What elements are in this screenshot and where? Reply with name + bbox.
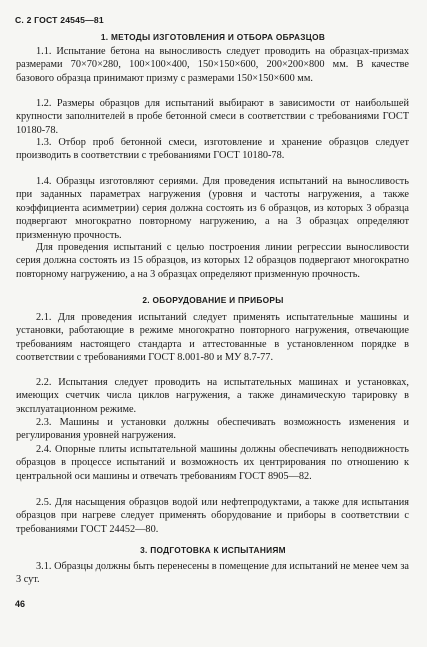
paragraph-2-5: 2.5. Для насыщения образцов водой или нефтепродуктами, а также для испытания образцов при нагреве следует применять оборудование и приборы в соответствии с требованиями ГОСТ 24452—80. xyxy=(16,497,409,535)
paragraph-2-2: 2.2. Испытания следует проводить на испытательных машинах и установках, имеющих счетчик числа циклов нагружения, а также динамическую тарировку в эксплуатационном режиме. xyxy=(16,377,409,415)
paragraph-2-1: 2.1. Для проведения испытаний следует применять испытательные машины и установки, работающие в режиме многократно повторного нагружения, отвечающие требованиям настоящего стандарта и аттестованные в установленном порядке в соответствии с требованиями ГОСТ 8.001-80 и МУ 8.7-77. xyxy=(16,312,409,364)
section-title-3: 3. ПОДГОТОВКА К ИСПЫТАНИЯМ xyxy=(140,545,286,555)
paragraph-1-5: Для проведения испытаний с целью построения линии регрессии выносливости серия должна состоять из 15 образцов, из которых 12 образцов подвергают многократно повторному нагружению, а на 3 образцах определяют призменную прочность. xyxy=(16,242,409,280)
paragraph-2-4: 2.4. Опорные плиты испытательной машины должны обеспечивать неподвижность образцов в процессе испытаний и возможность их центрирования по отношению к центральной оси машины и отвечать требованиям ГОСТ 8905—82. xyxy=(16,444,409,482)
paragraph-1-2: 1.2. Размеры образцов для испытаний выбирают в зависимости от наибольшей крупности заполнителей в пробе бетонной смеси в соответствии с требованиями ГОСТ 10180-78. xyxy=(16,98,409,136)
paragraph-1-3: 1.3. Отбор проб бетонной смеси, изготовление и хранение образцов следует производить в соответствии с требованиями ГОСТ 10180-78. xyxy=(16,137,409,162)
section-title-2: 2. ОБОРУДОВАНИЕ И ПРИБОРЫ xyxy=(142,295,284,305)
section-title-1: 1. МЕТОДЫ ИЗГОТОВЛЕНИЯ И ОТБОРА ОБРАЗЦОВ xyxy=(100,32,326,42)
paragraph-2-3: 2.3. Машины и установки должны обеспечивать возможность изменения и регулирования уровней нагружения. xyxy=(16,417,409,442)
page-number: 46 xyxy=(15,599,26,609)
paragraph-1-4: 1.4. Образцы изготовляют сериями. Для проведения испытаний на выносливость при заданных параметрах нагружения (уровня и частоты нагружения, а также коэффициента асимметрии) серия должна состоять из 6 образцов, из которых 3 образца подвергают многократно повторному нагружению, а на 3 образцах определяют призменную прочность. xyxy=(16,176,409,241)
running-header: С. 2 ГОСТ 24545—81 xyxy=(15,15,104,25)
paragraph-1-1: 1.1. Испытание бетона на выносливость следует проводить на образцах-призмах размерами 70×70×280, 100×100×400, 150×150×600, 200×200×800 мм. В качестве базового образца принимают призму с размерами 150×150×600 мм. xyxy=(16,46,409,84)
paragraph-3-1: 3.1. Образцы должны быть перенесены в помещение для испытаний не менее чем за 3 сут. xyxy=(16,561,409,586)
